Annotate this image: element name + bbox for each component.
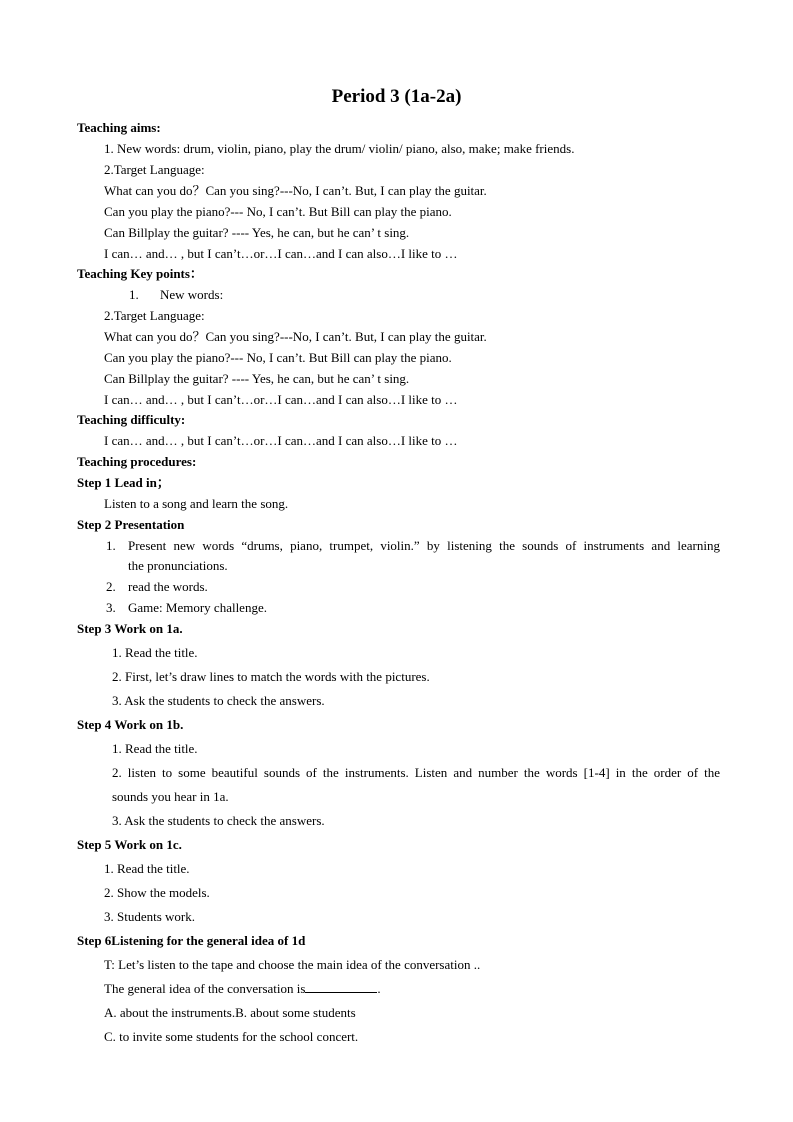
teaching-aims-heading: Teaching aims: [77, 120, 161, 135]
step6-line-2-suffix: . [377, 981, 381, 996]
step2-item2-number: 2. [106, 579, 116, 594]
step6-option-a: A. about the instruments.B. about some students [104, 1005, 356, 1020]
difficulty-line: I can… and… , but I can’t…or…I can…and I can also…I like to … [104, 433, 458, 448]
aims-line-5: Can Billplay the guitar? ---- Yes, he can, but he can’ t sing. [104, 225, 410, 240]
step2-item1-text: Present new words “drums, piano, trumpet, violin.” by listening the sounds of instruments and learning [128, 538, 720, 553]
step2-item3-number: 3. [106, 600, 116, 615]
key-points-line-1: 2.Target Language: [104, 308, 205, 323]
step5-line-3: 3. Students work. [104, 909, 195, 924]
key-points-line-5: I can… and… , but I can’t…or…I can…and I can also…I like to … [104, 392, 458, 407]
key-points-line-2: What can you do？Can you sing?---No, I can’t. But, I can play the guitar. [104, 329, 487, 344]
step3-line-1: 1. Read the title. [112, 645, 198, 660]
step4-line-2: 2. listen to some beautiful sounds of the instruments. Listen and number the words [1-4] in the order of the [112, 765, 720, 780]
aims-line-3: What can you do？Can you sing?---No, I can’t. But, I can play the guitar. [104, 183, 487, 198]
step6-line-2-prefix: The general idea of the conversation is [104, 981, 306, 996]
step5-heading: Step 5 Work on 1c. [77, 837, 182, 852]
aims-line-4: Can you play the piano?--- No, I can’t. But Bill can play the piano. [104, 204, 452, 219]
step2-item1-number: 1. [106, 538, 116, 553]
difficulty-heading: Teaching difficulty: [77, 412, 186, 427]
key-points-item-text: New words: [160, 287, 224, 302]
step4-line-2-cont: sounds you hear in 1a. [112, 789, 229, 804]
step6-option-c: C. to invite some students for the school concert. [104, 1029, 359, 1044]
step2-heading: Step 2 Presentation [77, 517, 185, 532]
step3-heading: Step 3 Work on 1a. [77, 621, 183, 636]
key-points-item-number: 1. [129, 287, 139, 302]
step4-heading: Step 4 Work on 1b. [77, 717, 184, 732]
aims-line-1: 1. New words: drum, violin, piano, play the drum/ violin/ piano, also, make; make friends. [104, 141, 575, 156]
step6-heading: Step 6Listening for the general idea of 1d [77, 933, 306, 948]
step3-line-3: 3. Ask the students to check the answers. [112, 693, 325, 708]
step4-line-1: 1. Read the title. [112, 741, 198, 756]
key-points-line-3: Can you play the piano?--- No, I can’t. But Bill can play the piano. [104, 350, 452, 365]
step2-item3-text: Game: Memory challenge. [128, 600, 267, 615]
step6-line-2 [104, 979, 381, 999]
step1-heading: Step 1 Lead in； [77, 475, 170, 490]
step2-item2-text: read the words. [128, 579, 208, 594]
step5-line-2: 2. Show the models. [104, 885, 210, 900]
page-title: Period 3 (1a-2a) [331, 86, 462, 107]
step6-line-1: T: Let’s listen to the tape and choose the main idea of the conversation .. [104, 957, 481, 972]
step4-line-3: 3. Ask the students to check the answers. [112, 813, 325, 828]
procedures-heading: Teaching procedures: [77, 454, 197, 469]
step3-line-2: 2. First, let’s draw lines to match the words with the pictures. [112, 669, 430, 684]
step2-item1-cont: the pronunciations. [128, 558, 228, 573]
key-points-heading: Teaching Key points： [77, 266, 203, 281]
aims-line-2: 2.Target Language: [104, 162, 205, 177]
aims-line-6: I can… and… , but I can’t…or…I can…and I can also…I like to … [104, 246, 458, 261]
key-points-line-4: Can Billplay the guitar? ---- Yes, he can, but he can’ t sing. [104, 371, 410, 386]
step5-line-1: 1. Read the title. [104, 861, 190, 876]
step1-line: Listen to a song and learn the song. [104, 496, 289, 511]
answer-blank [305, 979, 377, 993]
